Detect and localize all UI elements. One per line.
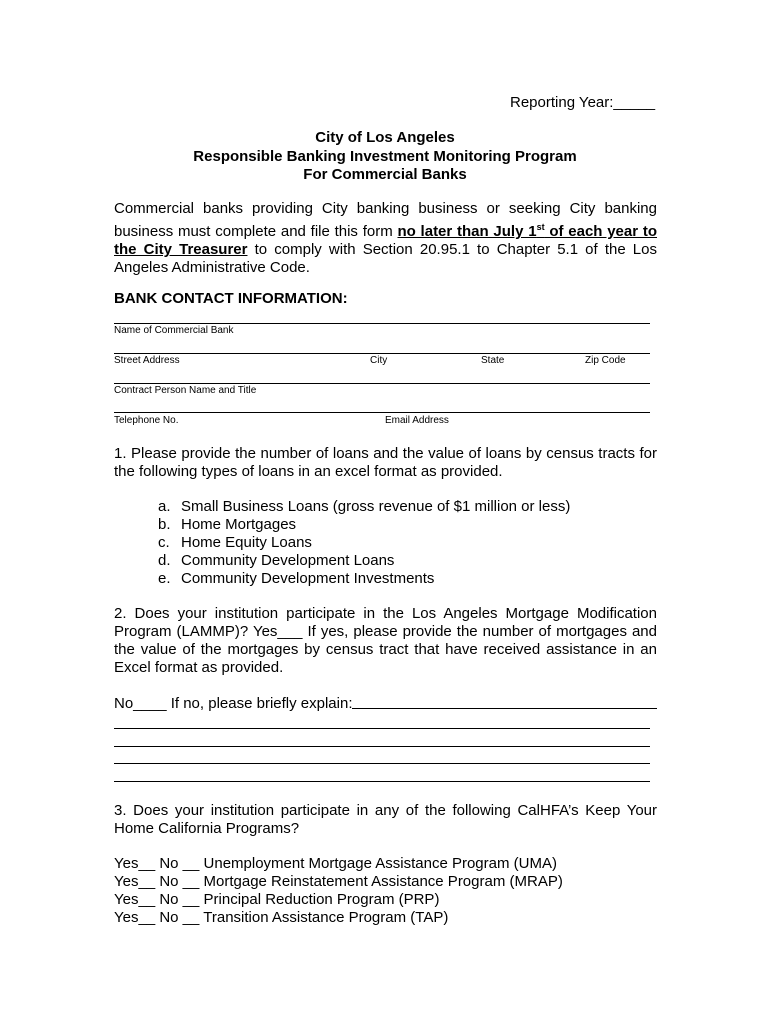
list-text: Home Equity Loans xyxy=(181,534,312,551)
title-subtitle: For Commercial Banks xyxy=(303,166,467,183)
phone-email-line[interactable] xyxy=(114,412,650,413)
program-item-prp[interactable]: Yes__ No __ Principal Reduction Program (PRP) xyxy=(114,891,440,908)
contact-person-label: Contract Person Name and Title xyxy=(114,385,257,396)
q2-explain-line-4[interactable] xyxy=(114,763,650,764)
q2-line-1: 2. Does your institution participate in the Los Angeles Mortgage Modification xyxy=(114,605,657,622)
list-item xyxy=(158,534,570,552)
program-item-uma[interactable]: Yes__ No __ Unemployment Mortgage Assistance Program (UMA) xyxy=(114,855,557,872)
program-item-mrap[interactable]: Yes__ No __ Mortgage Reinstatement Assistance Program (MRAP) xyxy=(114,873,563,890)
q2-explain-line[interactable] xyxy=(352,695,657,709)
title-program: Responsible Banking Investment Monitoring Program xyxy=(193,148,577,165)
list-item xyxy=(158,516,570,534)
q1-line-2: the following types of loans in an excel format as provided. xyxy=(114,463,503,480)
q2-no-row xyxy=(114,695,657,712)
intro-paragraph xyxy=(114,200,657,277)
intro-line-2 xyxy=(114,218,657,241)
state-label: State xyxy=(481,355,505,366)
intro-deadline-after: of each year to xyxy=(544,223,658,240)
list-item xyxy=(158,570,570,588)
program-list xyxy=(114,855,563,927)
intro-line-3 xyxy=(114,241,657,259)
list-text: Community Development Investments xyxy=(181,570,435,587)
q2-explain-line-5[interactable] xyxy=(114,781,650,782)
street-label: Street Address xyxy=(114,355,180,366)
loan-type-list xyxy=(158,498,570,588)
intro-line-4: Angeles Administrative Code. xyxy=(114,259,310,276)
intro-line-3-text: to comply with Section 20.95.1 to Chapter 5.1 of the Los xyxy=(247,241,657,258)
list-letter: a. xyxy=(158,498,171,515)
email-label: Email Address xyxy=(385,415,449,426)
question-2 xyxy=(114,605,657,677)
title-city: City of Los Angeles xyxy=(315,129,455,146)
q2-line-3: the value of the mortgages by census tract that have received assistance in an xyxy=(114,641,657,658)
program-item-tap[interactable]: Yes__ No __ Transition Assistance Program (TAP) xyxy=(114,909,449,926)
contact-heading: BANK CONTACT INFORMATION: xyxy=(114,290,348,307)
address-line[interactable] xyxy=(114,353,650,354)
list-text: Community Development Loans xyxy=(181,552,395,569)
phone-label: Telephone No. xyxy=(114,415,179,426)
list-text: Home Mortgages xyxy=(181,516,297,533)
q1-line-1: 1. Please provide the number of loans and the value of loans by census tracts for xyxy=(114,445,657,462)
intro-deadline-text: no later than July 1 xyxy=(397,223,537,240)
zip-label: Zip Code xyxy=(585,355,626,366)
list-item xyxy=(158,498,570,516)
q3-line-2: Home California Programs? xyxy=(114,820,300,837)
bank-name-label: Name of Commercial Bank xyxy=(114,325,234,336)
reporting-year[interactable]: Reporting Year:_____ xyxy=(510,94,656,111)
intro-treasurer: the City Treasurer xyxy=(114,241,248,258)
list-item xyxy=(158,552,570,570)
city-label: City xyxy=(370,355,388,366)
q2-explain-line-3[interactable] xyxy=(114,746,650,747)
intro-line-2-text: business must complete and file this form xyxy=(114,223,398,240)
q2-no-label: No____ If no, please briefly explain: xyxy=(114,695,353,712)
list-letter: e. xyxy=(158,570,171,587)
q2-line-4: Excel format as provided. xyxy=(114,659,284,676)
question-3 xyxy=(114,802,657,838)
list-letter: b. xyxy=(158,516,171,533)
list-letter: d. xyxy=(158,552,171,569)
bank-name-line[interactable] xyxy=(114,323,650,324)
intro-line-1: Commercial banks providing City banking business or seeking City banking xyxy=(114,200,657,217)
intro-deadline-sup: st xyxy=(536,222,545,232)
q2-explain-line-2[interactable] xyxy=(114,728,650,729)
contact-person-line[interactable] xyxy=(114,383,650,384)
question-1 xyxy=(114,445,657,481)
list-letter: c. xyxy=(158,534,170,551)
q3-line-1: 3. Does your institution participate in any of the following CalHFA’s Keep Your xyxy=(114,802,657,819)
list-text: Small Business Loans (gross revenue of $1 million or less) xyxy=(181,498,571,515)
q2-line-2: Program (LAMMP)? Yes___ If yes, please provide the number of mortgages and xyxy=(114,623,657,640)
intro-deadline xyxy=(397,223,657,240)
